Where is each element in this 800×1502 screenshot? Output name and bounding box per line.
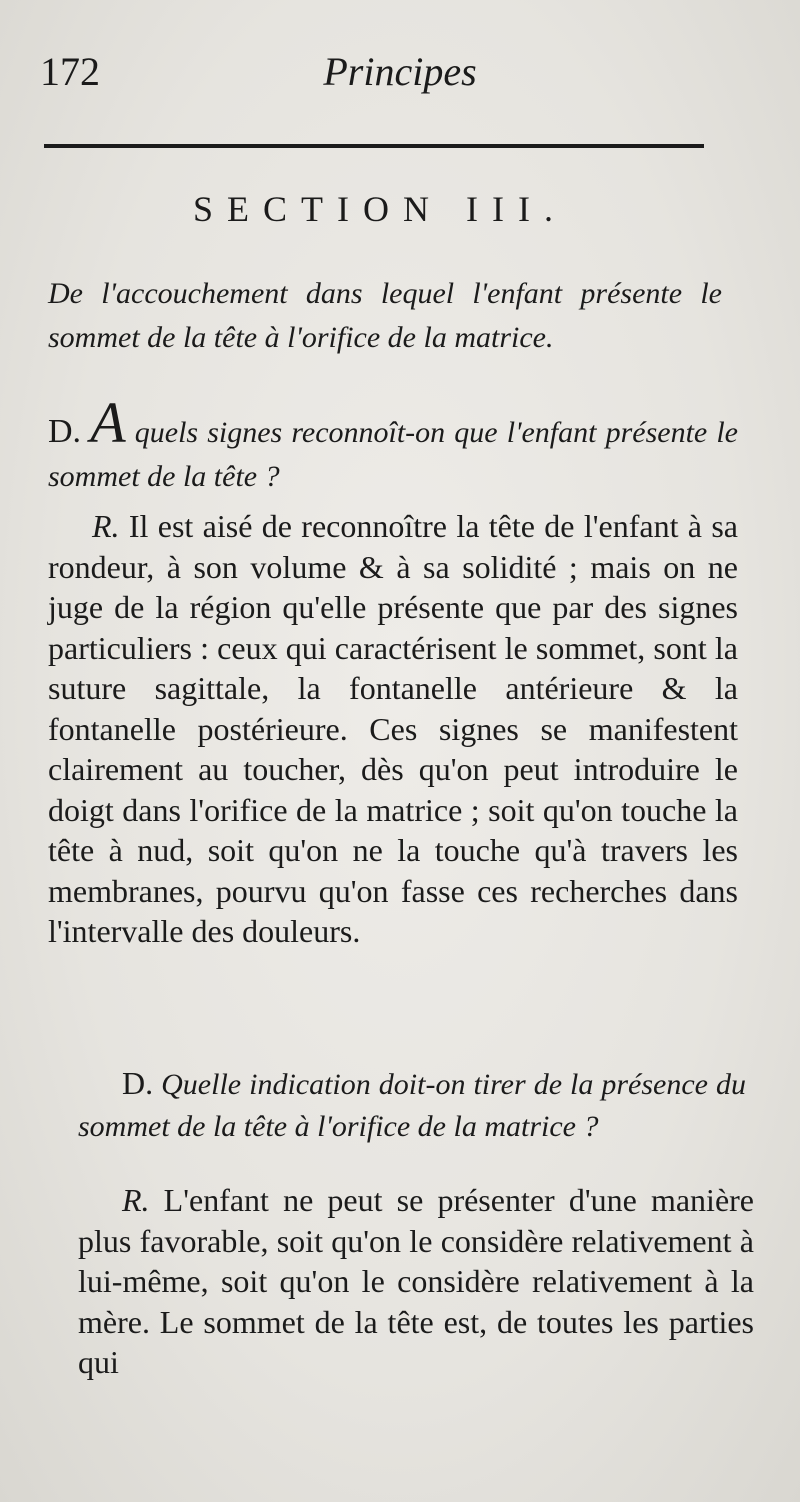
section-subtitle — [48, 272, 722, 360]
header-rule — [44, 144, 704, 148]
section-subtitle-text: De l'accouchement dans lequel l'enfant présente le sommet de la tête à l'orifice de la matrice. — [48, 277, 722, 354]
running-head — [40, 48, 760, 108]
question-2 — [78, 1062, 746, 1148]
question-1-text: quels signes reconnoît-on que l'enfant présente le sommet de la tête ? — [48, 416, 738, 493]
question-1 — [48, 390, 738, 499]
page-number: 172 — [40, 49, 100, 94]
answer-2-text: L'enfant ne peut se présenter d'une manière plus favorable, soit qu'on le considère relativement à lui-même, soit qu'on le considère relativement à la mère. Le sommet de la tête est, de toutes les parties qui — [78, 1182, 754, 1380]
answer-1-text: Il est aisé de reconnoître la tête de l'enfant à sa rondeur, à son volume & à sa solidité ; mais on ne juge de la région qu'elle présente que par des signes particuliers : ceux qui caractérisent le sommet, sont la suture sagittale, la fontanelle antérieure & la fontanelle postérieure. Ces signes se manifestent clairement au toucher, dès qu'on peut introduire le doigt dans l'orifice de la matrice ; soit qu'on touche la tête à nud, soit qu'on ne la touche qu'à travers les membranes, pourvu qu'on fasse ces recherches dans l'intervalle des douleurs. — [48, 508, 738, 949]
running-title: Principes — [323, 49, 477, 94]
question-marker: D. — [48, 413, 82, 450]
section-heading: SECTION III. — [193, 189, 567, 229]
answer-2 — [78, 1180, 754, 1383]
question-marker: D. — [122, 1065, 154, 1101]
question-2-text: Quelle indication doit-on tirer de la présence du sommet de la tête à l'orifice de la matrice ? — [78, 1068, 746, 1143]
answer-marker: R. — [92, 508, 120, 544]
answer-marker: R. — [122, 1182, 150, 1218]
drop-cap: A — [90, 390, 126, 455]
answer-1 — [48, 506, 738, 952]
